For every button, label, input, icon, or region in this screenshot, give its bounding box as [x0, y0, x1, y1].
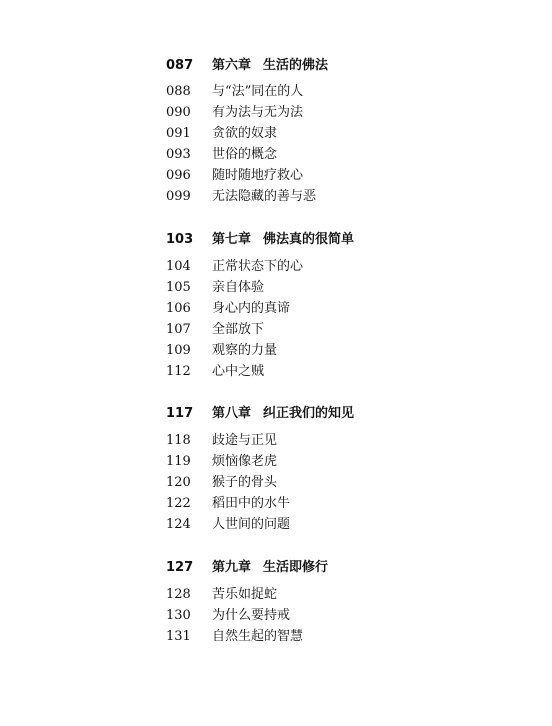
toc-entry[interactable] — [0, 606, 552, 626]
toc-entry[interactable] — [0, 627, 552, 647]
entry-title: 正常状态下的心 — [212, 259, 304, 274]
entry-title: 与“法”同在的人 — [212, 84, 304, 99]
toc-entry[interactable] — [0, 452, 552, 472]
chapter-title: 生活即修行 — [263, 560, 329, 575]
entry-title: 无法隐藏的善与恶 — [212, 189, 317, 204]
entry-page-number: 109 — [166, 343, 191, 358]
chapter-title: 佛法真的很简单 — [263, 232, 355, 247]
entry-page-number: 099 — [166, 189, 191, 204]
entry-title: 全部放下 — [212, 322, 265, 337]
chapter-heading[interactable] — [0, 56, 552, 76]
toc-entry[interactable] — [0, 585, 552, 605]
toc-entry[interactable] — [0, 166, 552, 186]
entry-title: 亲自体验 — [212, 280, 265, 295]
chapter-label: 第七章 — [212, 232, 252, 247]
chapter-label: 第六章 — [212, 58, 252, 73]
entry-title: 贪欲的奴隶 — [212, 126, 278, 141]
chapter-title: 生活的佛法 — [263, 58, 329, 73]
entry-title: 世俗的概念 — [212, 147, 278, 162]
entry-page-number: 106 — [166, 301, 191, 316]
entry-title: 猴子的骨头 — [212, 475, 278, 490]
entry-page-number: 096 — [166, 168, 191, 183]
toc-entry[interactable] — [0, 257, 552, 277]
chapter-label: 第九章 — [212, 560, 252, 575]
chapter-page-number: 117 — [166, 406, 194, 421]
entry-page-number: 091 — [166, 126, 191, 141]
chapter-page-number: 103 — [166, 232, 194, 247]
toc-entry[interactable] — [0, 103, 552, 123]
toc-entry[interactable] — [0, 473, 552, 493]
entry-page-number: 122 — [166, 496, 191, 511]
toc-entry[interactable] — [0, 431, 552, 451]
chapter-page-number: 127 — [166, 560, 194, 575]
entry-title: 随时随地疗救心 — [212, 168, 304, 183]
entry-page-number: 120 — [166, 475, 191, 490]
entry-title: 苦乐如捉蛇 — [212, 587, 278, 602]
entry-title: 心中之贼 — [212, 364, 265, 379]
toc-entry[interactable] — [0, 278, 552, 298]
entry-title: 为什么要持戒 — [212, 608, 291, 623]
entry-page-number: 124 — [166, 517, 191, 532]
entry-page-number: 119 — [166, 454, 191, 469]
toc-entry[interactable] — [0, 515, 552, 535]
entry-page-number: 112 — [166, 364, 191, 379]
entry-title: 人世间的问题 — [212, 517, 291, 532]
entry-page-number: 131 — [166, 629, 191, 644]
entry-page-number: 088 — [166, 84, 191, 99]
toc-entry[interactable] — [0, 145, 552, 165]
entry-page-number: 093 — [166, 147, 191, 162]
entry-title: 自然生起的智慧 — [212, 629, 304, 644]
toc-entry[interactable] — [0, 341, 552, 361]
entry-page-number: 104 — [166, 259, 191, 274]
toc-entry[interactable] — [0, 320, 552, 340]
toc-entry[interactable] — [0, 187, 552, 207]
chapter-page-number: 087 — [166, 58, 194, 73]
entry-page-number: 090 — [166, 105, 191, 120]
chapter-heading[interactable] — [0, 404, 552, 424]
chapter-heading[interactable] — [0, 558, 552, 578]
entry-title: 观察的力量 — [212, 343, 278, 358]
entry-page-number: 107 — [166, 322, 191, 337]
chapter-label: 第八章 — [212, 406, 252, 421]
toc-entry[interactable] — [0, 124, 552, 144]
entry-title: 身心内的真谛 — [212, 301, 291, 316]
entry-title: 烦恼像老虎 — [212, 454, 278, 469]
entry-page-number: 105 — [166, 280, 191, 295]
entry-title: 有为法与无为法 — [212, 105, 304, 120]
entry-title: 歧途与正见 — [212, 433, 278, 448]
chapter-heading[interactable] — [0, 230, 552, 250]
toc-entry[interactable] — [0, 82, 552, 102]
toc-entry[interactable] — [0, 299, 552, 319]
entry-page-number: 128 — [166, 587, 191, 602]
chapter-title: 纠正我们的知见 — [263, 406, 355, 421]
toc-entry[interactable] — [0, 362, 552, 382]
toc-entry[interactable] — [0, 494, 552, 514]
entry-page-number: 118 — [166, 433, 191, 448]
entry-page-number: 130 — [166, 608, 191, 623]
entry-title: 稻田中的水牛 — [212, 496, 291, 511]
